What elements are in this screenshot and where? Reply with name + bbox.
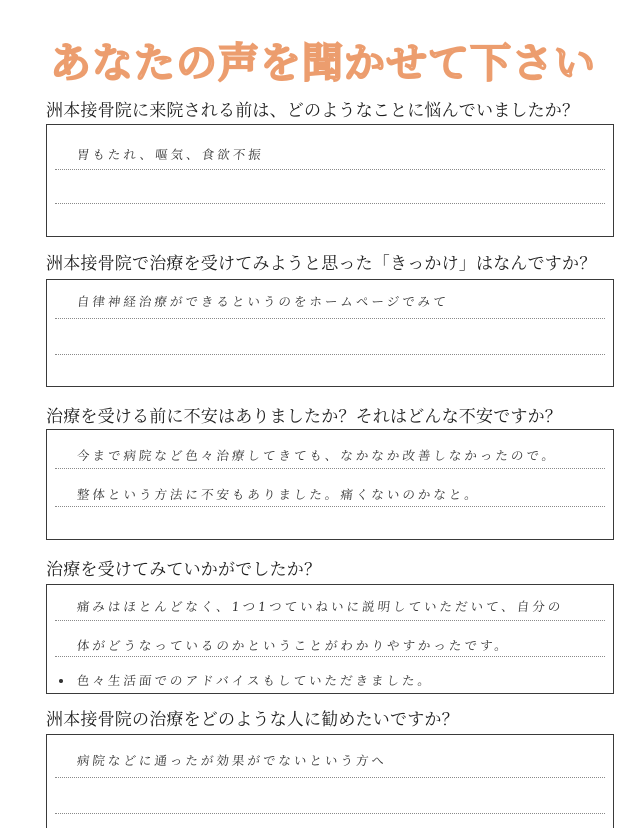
question-3-label: 治療を受ける前に不安はありましたか？それはどんな不安ですか？	[46, 407, 562, 427]
ruled-line	[55, 318, 605, 319]
answer-5-line-1: 病院などに通ったが効果がでないという方へ	[76, 753, 388, 768]
ruled-line	[55, 656, 605, 657]
ruled-line	[55, 169, 605, 170]
ruled-line	[55, 620, 605, 621]
question-1-label: 洲本接骨院に来院される前は、どのようなことに悩んでいましたか？	[46, 101, 580, 121]
answer-1-line-1: 胃もたれ、嘔気、食欲不振	[76, 147, 265, 162]
ruled-line	[55, 506, 605, 507]
answer-3-line-1: 今まで病院など色々治療してきても、なかなか改善しなかったので。	[76, 448, 559, 463]
question-5-label: 洲本接骨院の治療をどのような人に勧めたいですか？	[46, 710, 459, 730]
answer-4-line-3: 色々生活面でのアドバイスもしていただきました。	[76, 673, 434, 688]
ruled-line	[55, 777, 605, 778]
question-4-label: 治療を受けてみていかがでしたか？	[46, 560, 322, 580]
answer-box-4	[46, 584, 614, 694]
answer-4-line-1: 痛みはほとんどなく、1つ1つていねいに説明していただいて、自分の	[76, 599, 565, 614]
answer-box-5	[46, 734, 614, 828]
bullet-dot	[59, 679, 63, 683]
ruled-line	[55, 813, 605, 814]
answer-3-line-2: 整体という方法に不安もありました。痛くないのかなと。	[76, 487, 481, 502]
answer-4-line-2: 体がどうなっているのかということがわかりやすかったです。	[76, 638, 511, 653]
answer-box-3	[46, 429, 614, 540]
answer-box-2	[46, 279, 614, 387]
answer-box-1	[46, 124, 614, 237]
ruled-line	[55, 354, 605, 355]
answer-2-line-1: 自律神経治療ができるというのをホームページでみて	[76, 294, 450, 309]
page-title: あなたの声を聞かせて下さい	[50, 39, 596, 87]
ruled-line	[55, 468, 605, 469]
question-2-label: 洲本接骨院で治療を受けてみようと思った「きっかけ」はなんですか？	[46, 254, 597, 274]
ruled-line	[55, 203, 605, 204]
